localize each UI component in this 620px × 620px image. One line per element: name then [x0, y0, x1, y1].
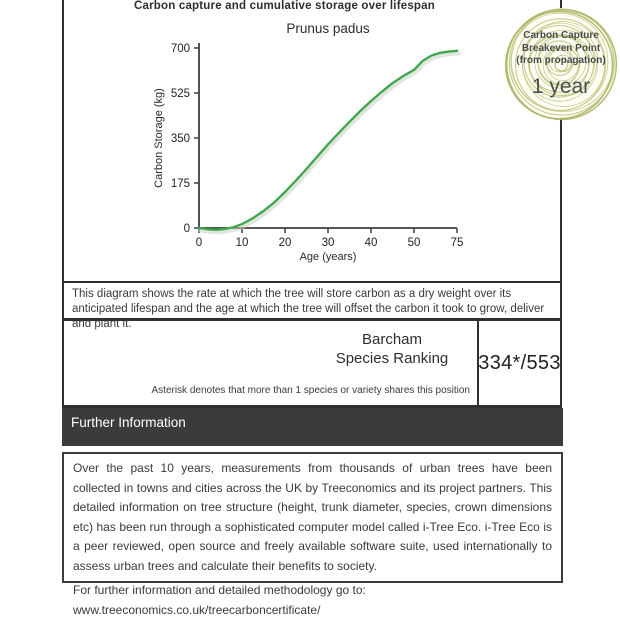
y-axis-label: Carbon Storage (kg) [153, 88, 165, 188]
further-information-body [62, 452, 563, 617]
svg-text:525: 525 [170, 88, 190, 100]
carbon-storage-chart [134, 20, 474, 275]
badge-line-2: Breakeven Point [521, 42, 601, 54]
diagram-description: This diagram shows the rate at which the tree will store carbon as a dry weight over its anticipated lifespan and the age at which the tree will offset the carbon it took to grow, deliver and plant it. [62, 281, 562, 321]
ranking-title [292, 330, 492, 368]
ranking-label: Species Ranking [335, 350, 449, 367]
ranking-asterisk-note: Asterisk denotes that more than 1 species or variety shares this position [151, 385, 470, 396]
further-information-paragraph: Over the past 10 years, measurements from thousands of urban trees have been collected in towns and cities across the UK by Treeconomics and its project partners. This detailed information on tree structure (height, trunk diameter, species, crown dimensions etc) has been run through a sophisticated computer model called i-Tree Eco. i-Tree Eco is a peer reviewed, open source and freely available software suite, used internationally to assess urban trees and calculate their benefits to society. [73, 461, 552, 573]
svg-text:10: 10 [235, 237, 249, 249]
svg-text:350: 350 [170, 133, 190, 145]
ranking-value-cell [477, 321, 560, 405]
breakeven-badge [500, 2, 620, 124]
x-axis-label: Age (years) [299, 251, 357, 263]
svg-text:0: 0 [183, 223, 190, 235]
svg-text:30: 30 [321, 237, 335, 249]
svg-text:40: 40 [364, 237, 378, 249]
methodology-link-line: For further information and detailed methodology go to: www.treeconomics.co.uk/treecarboncertificate/ [73, 583, 366, 617]
svg-text:0: 0 [195, 237, 203, 249]
chart-section [62, 0, 606, 281]
badge-line-1: Carbon Capture [523, 30, 599, 41]
svg-text:700: 700 [170, 43, 190, 55]
chart-species-title: Prunus padus [286, 21, 370, 36]
ranking-value: 334*/553 [478, 351, 561, 374]
breakeven-badge-text [500, 2, 620, 124]
svg-text:175: 175 [170, 178, 190, 190]
badge-line-3: (from propagation) [516, 55, 606, 66]
further-information-header: Further Information [62, 408, 563, 446]
breakeven-value: 1 year [531, 74, 591, 98]
svg-text:50: 50 [407, 237, 421, 249]
document-title: Carbon capture and cumulative storage over lifespan [134, 0, 435, 12]
ranking-org: Barcham [361, 331, 423, 348]
species-ranking-section [62, 321, 562, 408]
svg-text:75: 75 [450, 237, 464, 249]
svg-text:20: 20 [278, 237, 292, 249]
